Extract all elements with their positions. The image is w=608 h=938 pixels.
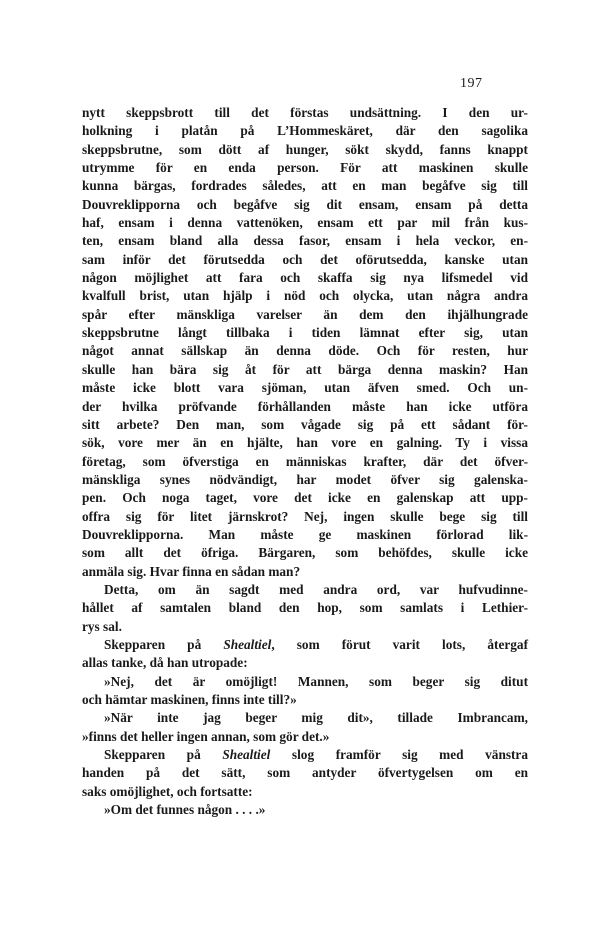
text-line: Skepparen på Shealtiel, som förut varit lots, återgaf [104, 636, 529, 652]
text-line: måste icke blott vara sjöman, utan äfven smed. Och un- [82, 380, 528, 396]
text-line: Douvreklipporna. Man måste ge maskinen förlorad lik- [82, 526, 528, 542]
text-line: holkning i platån på L’Hommeskäret, där den sagolika [82, 123, 528, 139]
text-line: handen på det sätt, som antyder öfvertygelsen om en [82, 765, 528, 781]
text-line: pen. Och noga taget, vore det icke en galenskap att upp- [82, 490, 528, 506]
text-line: rys sal. [82, 618, 122, 634]
text-line: Skepparen på Shealtiel slog framför sig med vänstra [104, 747, 528, 763]
text-line: skeppsbrutne långt tillbaka i tiden lämnat efter sig, utan [82, 325, 528, 341]
text-line: haf, ensam i denna vattenöken, ensam ett par mil från kus- [82, 215, 528, 231]
text-line: der hvilka pröfvande förhållanden måste han icke utföra [82, 398, 528, 414]
text-line: mänskliga synes nödvändigt, har modet öfver sig galenska- [82, 471, 528, 487]
text-line: nytt skeppsbrott till det förstas undsättning. I den ur- [82, 105, 528, 120]
text-line: skulle han bära sig åt för att bärga denna maskin? Han [82, 361, 528, 377]
text-line: »När inte jag beger mig dit», tillade Imbrancam, [104, 710, 528, 726]
text-line: sitt arbete? Den man, som vågade sig på ett sådant för- [82, 416, 528, 432]
text-line: något annat sällskap än denna döde. Och för resten, hur [82, 343, 528, 359]
text-line: saks omöjlighet, och fortsatte: [82, 783, 253, 799]
text-line: kvalfull brist, utan hjälp i nöd och olycka, utan några andra [82, 288, 528, 304]
text-line: Douvreklipporna och begåfve sig dit ensam, ensam på detta [82, 196, 528, 212]
text-line: hållet af samtalen bland den hop, som samlats i Lethier- [82, 600, 528, 616]
body-text [82, 104, 528, 819]
text-line: och hämtar maskinen, finns inte till?» [82, 692, 297, 707]
text-line: offra sig för litet järnskrot? Nej, ingen skulle bege sig till [82, 508, 528, 524]
text-line: anmäla sig. Hvar finna en sådan man? [82, 563, 301, 579]
text-line: sam inför det förutsedda och det oförutsedda, kanske utan [82, 251, 528, 267]
text-line: skeppsbrutne, som dött af hunger, sökt skydd, fanns knappt [82, 141, 528, 157]
text-line: Detta, om än sagdt med andra ord, var hufvudinne- [104, 581, 528, 597]
text-line: som allt det öfriga. Bärgaren, som behöfdes, skulle icke [82, 545, 528, 561]
text-line: »Om det funnes någon . . . .» [104, 802, 266, 818]
text-line: allas tanke, då han utropade: [82, 655, 248, 671]
text-line: ten, ensam bland alla dessa fasor, ensam i hela veckor, en- [82, 233, 528, 249]
page-number: 197 [460, 76, 483, 91]
text-line: företag, som öfverstiga en människas krafter, där det öfver- [82, 453, 528, 469]
text-line: kunna bärgas, fordrades således, att en man begåfve sig till [82, 178, 528, 194]
text-line: sök, vore mer än en hjälte, han vore en galning. Ty i vissa [82, 435, 528, 451]
text-line: någon möjlighet att fara och skaffa sig nya lifsmedel vid [82, 270, 528, 286]
text-line: utrymme för en enda person. För att maskinen skulle [82, 160, 528, 176]
text-line: »Nej, det är omöjligt! Mannen, som beger sig ditut [104, 673, 528, 689]
text-line: spår efter mänskliga varelser än dem den ihjälhungrade [82, 306, 528, 322]
text-line: »finns det heller ingen annan, som gör det.» [82, 728, 330, 744]
